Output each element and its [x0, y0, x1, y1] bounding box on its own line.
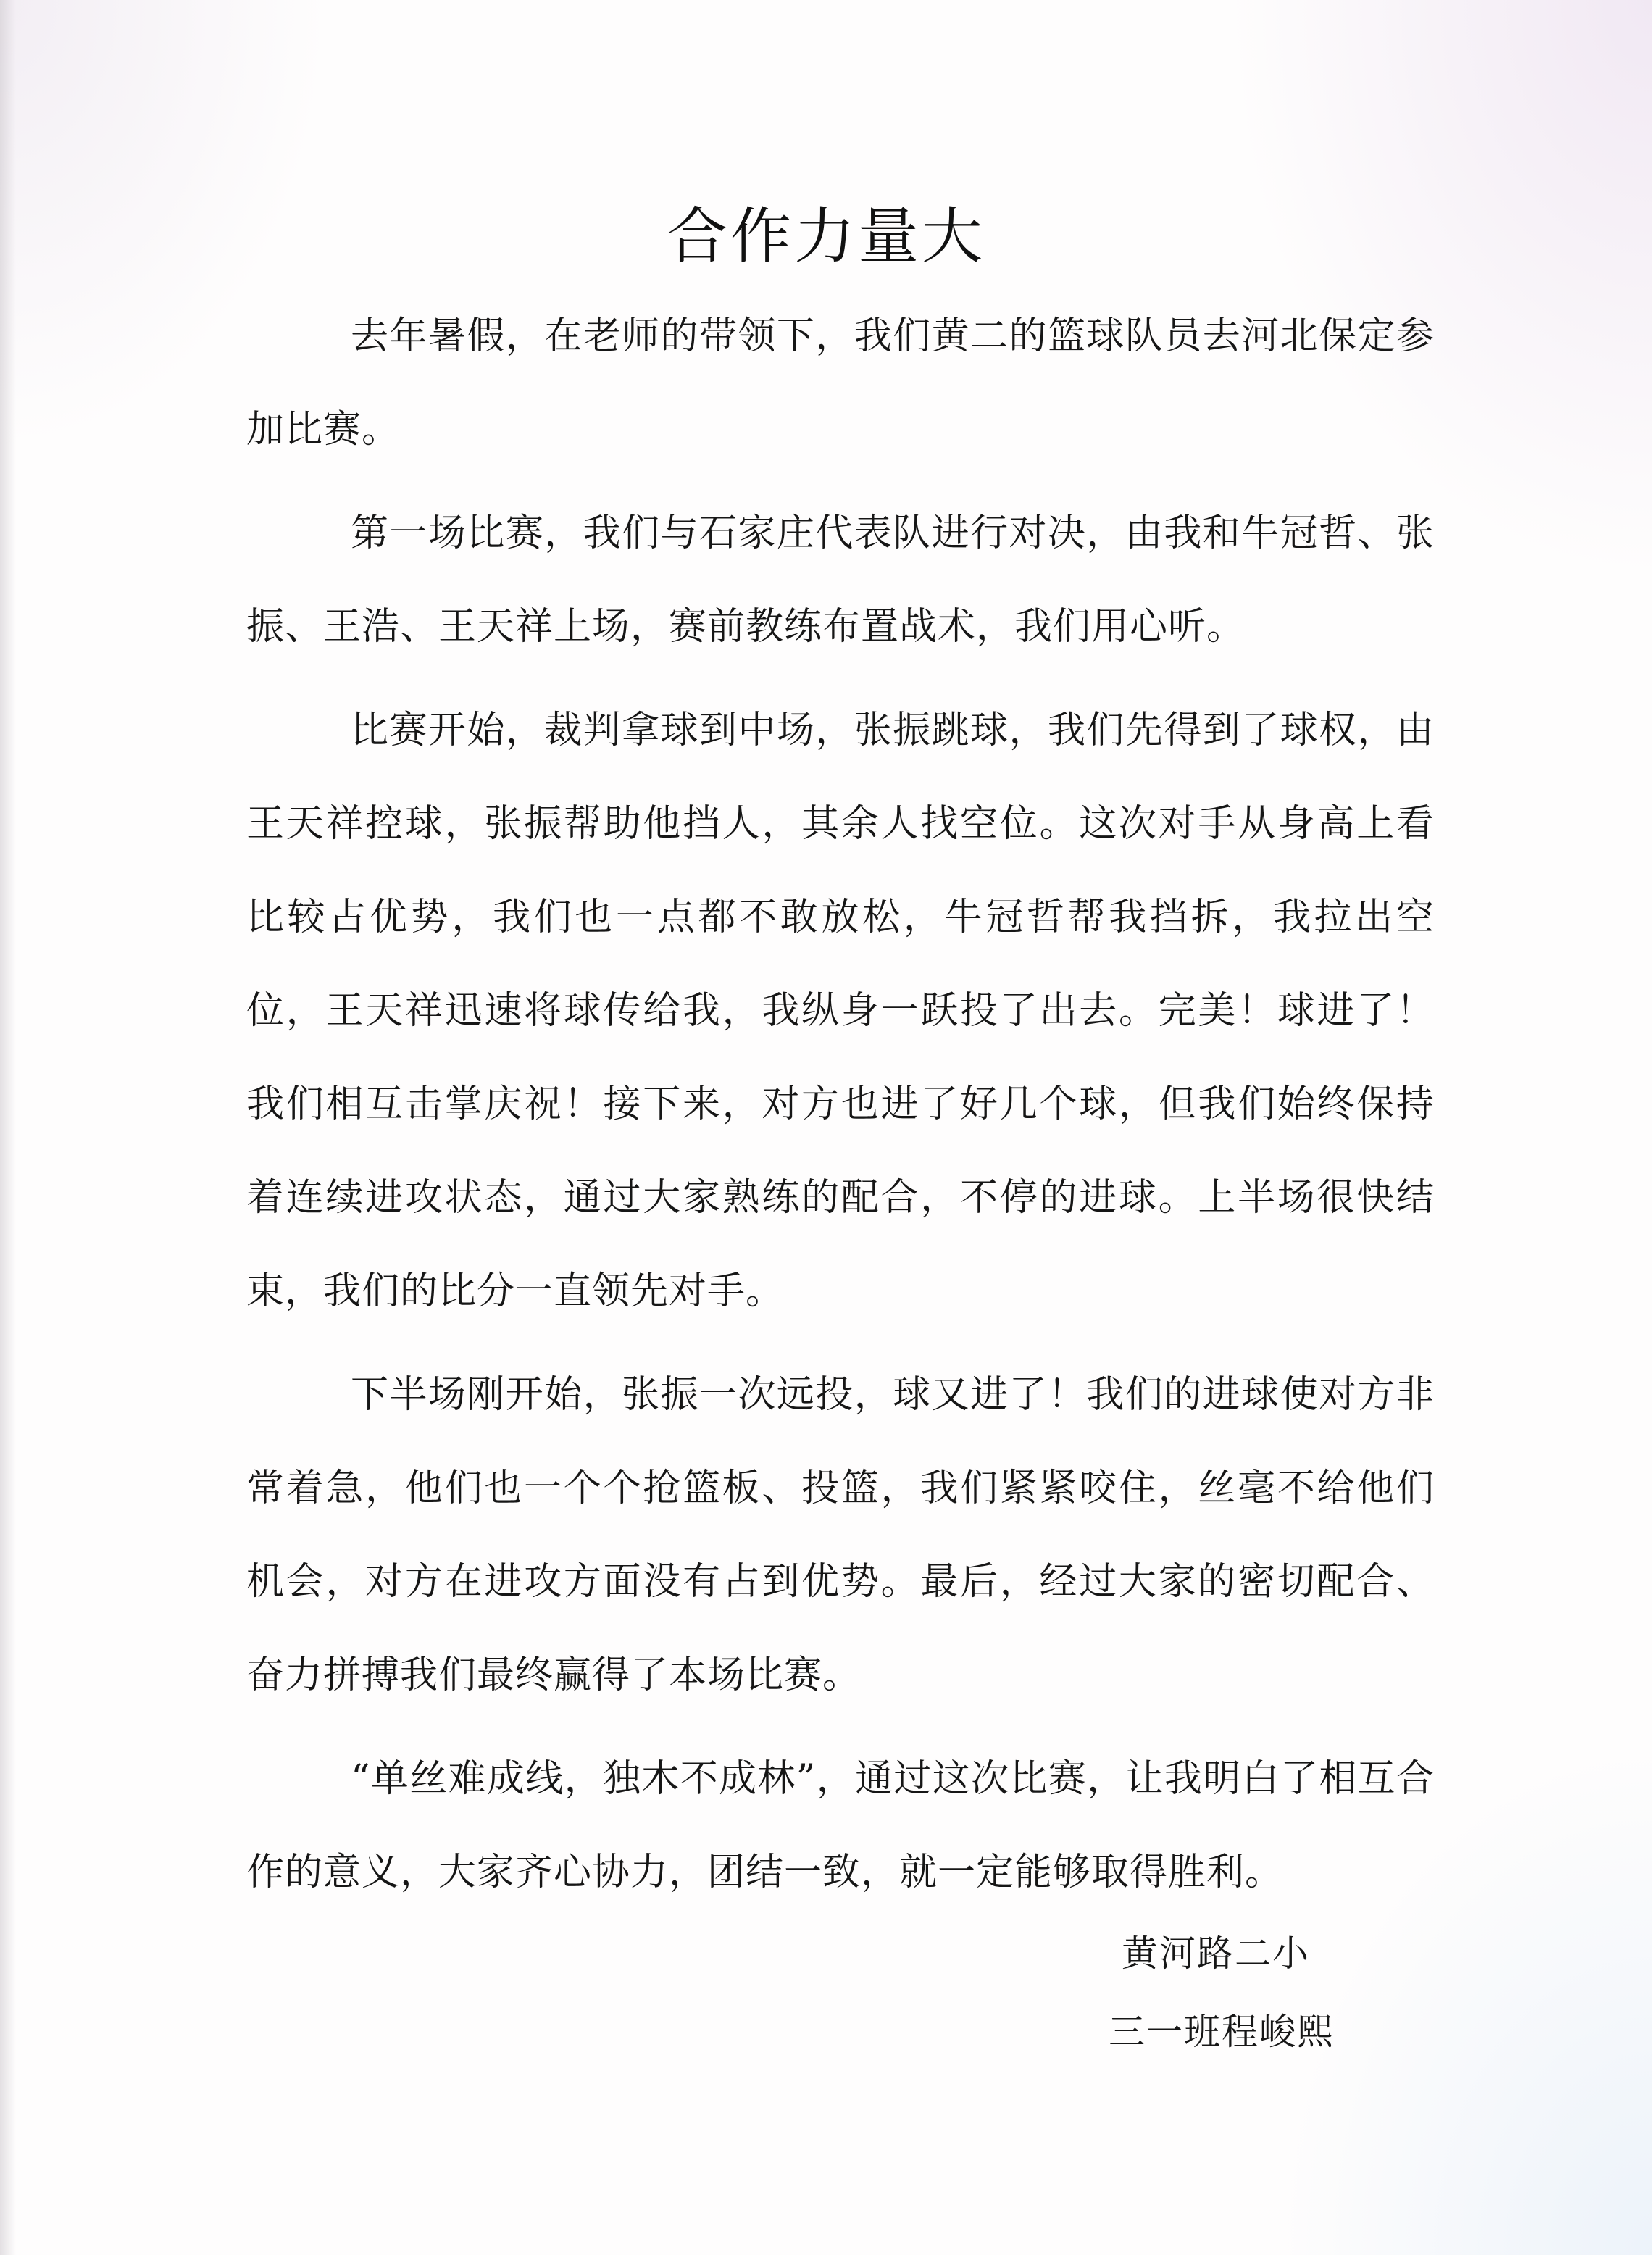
signature-block — [1109, 1914, 1398, 2071]
paragraph-3: 比赛开始，裁判拿球到中场，张振跳球，我们先得到了球权，由王天祥控球，张振帮助他挡人，其余人找空位。这次对手从身高上看比较占优势，我们也一点都不敢放松，牛冠哲帮我挡拆，我拉出空位，王天祥迅速将球传给我，我纵身一跃投了出去。完美！球进了！我们相互击掌庆祝！接下来，对方也进了好几个球，但我们始终保持着连续进攻状态，通过大家熟练的配合，不停的进球。上半场很快结束，我们的比分一直领先对手。 — [246, 709, 1435, 1313]
document-title: 合作力量大 — [666, 201, 985, 272]
paragraph-4: 下半场刚开始，张振一次远投，球又进了！我们的进球使对方非常着急，他们也一个个抢篮板、投篮，我们紧紧咬住，丝毫不给他们机会，对方在进攻方面没有占到优势。最后，经过大家的密切配合、奋力拼搏我们最终赢得了本场比赛。 — [246, 1373, 1435, 1697]
paragraph-1: 去年暑假，在老师的带领下，我们黄二的篮球队员去河北保定参加比赛。 — [246, 314, 1435, 451]
signature-school: 黄河路二小 — [1122, 1933, 1310, 1975]
paragraph-2: 第一场比赛，我们与石家庄代表队进行对决，由我和牛冠哲、张振、王浩、王天祥上场，赛前教练布置战术，我们用心听。 — [246, 512, 1435, 649]
scan-edge-shadow — [0, 0, 16, 2255]
document-body — [246, 290, 1435, 1930]
signature-author: 三一班程峻熙 — [1109, 2011, 1335, 2053]
paragraph-5: “单丝难成线，独木不成林”，通过这次比赛，让我明白了相互合作的意义，大家齐心协力，团结一致，就一定能够取得胜利。 — [246, 1757, 1435, 1894]
